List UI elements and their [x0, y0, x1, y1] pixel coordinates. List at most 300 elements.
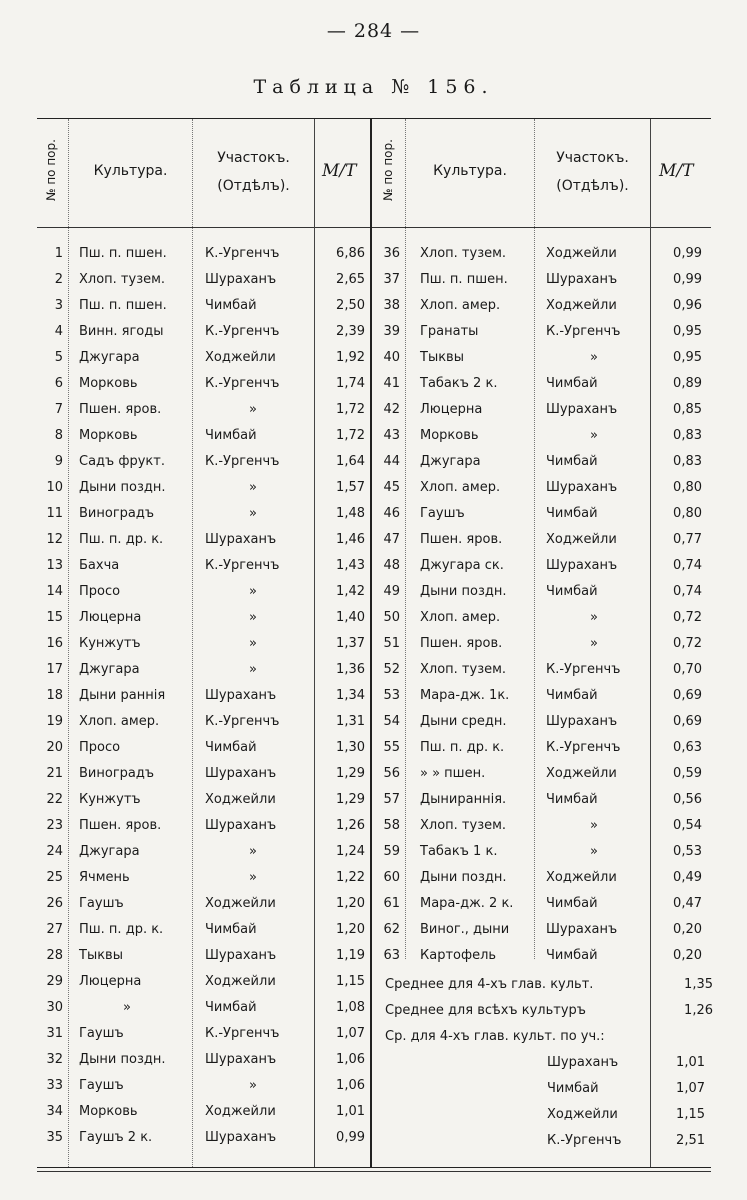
row-culture: Люцерна [79, 610, 142, 625]
table-row [372, 839, 711, 865]
header-ratio-left: M/T [322, 161, 357, 181]
summary-avg4-value: 1,35 [684, 977, 713, 992]
row-number: 13 [46, 558, 63, 573]
row-section: Ходжейли [205, 792, 276, 807]
table-row [372, 605, 711, 631]
row-number: 54 [383, 714, 400, 729]
row-culture: Гаушъ [79, 1026, 124, 1041]
row-number: 14 [46, 584, 63, 599]
row-section: Чимбай [205, 428, 257, 443]
row-number: 32 [46, 1052, 63, 1067]
row-value: 0,56 [673, 792, 702, 807]
row-value: 1,43 [336, 558, 365, 573]
row-culture: Гаушъ [79, 1078, 124, 1093]
summary-section-row [535, 1076, 711, 1102]
row-number: 52 [383, 662, 400, 677]
summary-avg-all-label: Среднее для всѣхъ культуръ [385, 1003, 586, 1018]
header-culture-left: Культура. [93, 163, 168, 179]
row-section: К.-Ургенчъ [205, 324, 280, 339]
row-number: 22 [46, 792, 63, 807]
table-row [372, 475, 711, 501]
row-section: Чимбай [546, 688, 598, 703]
row-section: Ходжейли [205, 896, 276, 911]
row-value: 1,01 [336, 1104, 365, 1119]
row-number: 53 [383, 688, 400, 703]
table-row [37, 267, 370, 293]
row-section: Ходжейли [546, 870, 617, 885]
row-culture: Пш. п. др. к. [79, 532, 164, 547]
table-row [37, 761, 370, 787]
row-number: 6 [54, 376, 63, 391]
row-value: 1,06 [336, 1078, 365, 1093]
row-number: 36 [383, 246, 400, 261]
table-row [372, 319, 711, 345]
row-culture: Хлоп. тузем. [79, 272, 166, 287]
table-row [372, 709, 711, 735]
row-culture: Бахча [79, 558, 120, 573]
row-section: » [249, 662, 257, 677]
summary-section-value: 1,07 [676, 1081, 705, 1096]
row-value: 1,37 [336, 636, 365, 651]
row-value: 0,20 [673, 922, 702, 937]
table-row [37, 319, 370, 345]
row-section: К.-Ургенчъ [205, 246, 280, 261]
row-value: 0,85 [673, 402, 702, 417]
row-culture: Винн. ягоды [79, 324, 164, 339]
header-no-left: № по пор. [44, 139, 58, 201]
table-row [372, 865, 711, 891]
row-value: 0,69 [673, 688, 702, 703]
row-value: 0,99 [336, 1130, 365, 1145]
table-row [37, 891, 370, 917]
row-section: К.-Ургенчъ [205, 454, 280, 469]
row-value: 0,95 [673, 350, 702, 365]
row-value: 0,77 [673, 532, 702, 547]
row-number: 34 [46, 1104, 63, 1119]
row-culture: Картофель [420, 948, 497, 963]
table-row [372, 917, 711, 943]
row-value: 1,20 [336, 896, 365, 911]
row-value: 0,72 [673, 610, 702, 625]
row-section: Ходжейли [546, 766, 617, 781]
row-culture: Виноградъ [79, 766, 155, 781]
table-row [372, 631, 711, 657]
table-row [372, 761, 711, 787]
table-row [37, 709, 370, 735]
row-value: 1,42 [336, 584, 365, 599]
summary-by-section-label: Ср. для 4-хъ глав. культ. по уч.: [385, 1029, 605, 1044]
row-section: Шураханъ [205, 818, 277, 833]
row-number: 37 [383, 272, 400, 287]
row-number: 7 [54, 402, 63, 417]
row-value: 0,74 [673, 584, 702, 599]
row-culture: Пшен. яров. [420, 532, 503, 547]
table-row [37, 605, 370, 631]
row-value: 1,07 [336, 1026, 365, 1041]
table-row [37, 969, 370, 995]
row-section: » [249, 636, 257, 651]
row-number: 16 [46, 636, 63, 651]
row-value: 0,95 [673, 324, 702, 339]
row-value: 0,83 [673, 428, 702, 443]
row-culture: Просо [79, 584, 121, 599]
summary-section-name: Чимбай [547, 1081, 599, 1096]
row-number: 63 [383, 948, 400, 963]
row-number: 43 [383, 428, 400, 443]
row-section: » [249, 402, 257, 417]
row-section: » [590, 636, 598, 651]
row-number: 46 [383, 506, 400, 521]
row-section: » [249, 480, 257, 495]
table-row [37, 1047, 370, 1073]
row-culture: Табакъ 2 к. [420, 376, 498, 391]
row-culture: Хлоп. амер. [420, 610, 501, 625]
row-culture: Гаушъ [79, 896, 124, 911]
row-number: 61 [383, 896, 400, 911]
row-number: 29 [46, 974, 63, 989]
row-section: Шураханъ [546, 714, 618, 729]
row-section: Шураханъ [205, 272, 277, 287]
row-value: 6,86 [336, 246, 365, 261]
row-value: 1,24 [336, 844, 365, 859]
header-section-right-2: (Отдѣлъ). [556, 178, 629, 194]
row-section: » [249, 610, 257, 625]
row-number: 12 [46, 532, 63, 547]
row-culture: Тыквы [79, 948, 123, 963]
row-section: Ходжейли [205, 1104, 276, 1119]
row-culture: Гаушъ [420, 506, 465, 521]
row-value: 1,20 [336, 922, 365, 937]
table-row [37, 1125, 370, 1151]
row-culture: Хлоп. тузем. [420, 662, 507, 677]
row-number: 62 [383, 922, 400, 937]
row-value: 1,72 [336, 428, 365, 443]
row-culture: Морковь [420, 428, 479, 443]
table-row [37, 787, 370, 813]
row-value: 1,26 [336, 818, 365, 833]
row-number: 5 [54, 350, 63, 365]
table-row [37, 1021, 370, 1047]
row-value: 0,54 [673, 818, 702, 833]
row-culture: Гаушъ 2 к. [79, 1130, 153, 1145]
row-value: 0,49 [673, 870, 702, 885]
row-culture: Джугара [79, 844, 140, 859]
table-row [37, 293, 370, 319]
table-row [372, 527, 711, 553]
row-number: 42 [383, 402, 400, 417]
page-number: — 284 — [326, 20, 421, 42]
row-culture: Садъ фрукт. [79, 454, 165, 469]
row-culture: Хлоп. амер. [420, 298, 501, 313]
table-row [37, 943, 370, 969]
table-row [372, 813, 711, 839]
row-section: » [249, 584, 257, 599]
row-value: 1,72 [336, 402, 365, 417]
row-number: 3 [54, 298, 63, 313]
row-number: 57 [383, 792, 400, 807]
summary-section-name: К.-Ургенчъ [547, 1133, 622, 1148]
row-number: 27 [46, 922, 63, 937]
row-culture: Дыни поздн. [79, 1052, 166, 1067]
row-culture: Мара-дж. 1к. [420, 688, 510, 703]
row-culture: Тыквы [420, 350, 464, 365]
row-number: 60 [383, 870, 400, 885]
row-section: Шураханъ [546, 558, 618, 573]
row-number: 10 [46, 480, 63, 495]
row-section: Ходжейли [546, 298, 617, 313]
table-row [37, 501, 370, 527]
table-row [37, 1073, 370, 1099]
table-row [37, 397, 370, 423]
row-section: Чимбай [205, 298, 257, 313]
row-culture: Джугара ск. [420, 558, 504, 573]
table-row [37, 865, 370, 891]
row-section: К.-Ургенчъ [205, 558, 280, 573]
row-section: К.-Ургенчъ [546, 662, 621, 677]
row-number: 47 [383, 532, 400, 547]
row-value: 1,31 [336, 714, 365, 729]
row-section: Ходжейли [546, 246, 617, 261]
row-value: 1,06 [336, 1052, 365, 1067]
row-value: 1,46 [336, 532, 365, 547]
row-section: » [590, 818, 598, 833]
row-value: 1,57 [336, 480, 365, 495]
data-table [37, 118, 711, 1169]
table-row [37, 1099, 370, 1125]
row-number: 21 [46, 766, 63, 781]
row-culture: Ячмень [79, 870, 130, 885]
row-culture: » [123, 1000, 131, 1015]
row-section: Чимбай [205, 922, 257, 937]
row-culture: Пш. п. пшен. [420, 272, 508, 287]
row-culture: Хлоп. амер. [79, 714, 160, 729]
row-number: 1 [54, 246, 63, 261]
table-row [37, 631, 370, 657]
row-value: 1,74 [336, 376, 365, 391]
row-value: 0,72 [673, 636, 702, 651]
row-number: 40 [383, 350, 400, 365]
summary-section-row [535, 1102, 711, 1128]
row-number: 48 [383, 558, 400, 573]
row-number: 51 [383, 636, 400, 651]
row-culture: Джугара [79, 350, 140, 365]
row-value: 1,40 [336, 610, 365, 625]
table-row [37, 371, 370, 397]
row-culture: Пш. п. пшен. [79, 298, 167, 313]
summary-avg4-label: Среднее для 4-хъ глав. культ. [385, 977, 594, 992]
row-section: Чимбай [546, 584, 598, 599]
table-row [37, 449, 370, 475]
table-row [372, 683, 711, 709]
row-section: Шураханъ [546, 922, 618, 937]
row-value: 1,30 [336, 740, 365, 755]
row-number: 41 [383, 376, 400, 391]
row-value: 1,92 [336, 350, 365, 365]
summary-section-value: 1,15 [676, 1107, 705, 1122]
header-section-left-1: Участокъ. [217, 150, 290, 166]
row-culture: Морковь [79, 376, 138, 391]
row-value: 0,80 [673, 480, 702, 495]
table-row [372, 293, 711, 319]
table-row [372, 787, 711, 813]
summary-avg-all-value: 1,26 [684, 1003, 713, 1018]
table-row [37, 527, 370, 553]
row-value: 1,34 [336, 688, 365, 703]
table-row [37, 813, 370, 839]
row-section: » [249, 870, 257, 885]
row-culture: Дыни раннія [79, 688, 166, 703]
table-row [37, 995, 370, 1021]
row-value: 0,80 [673, 506, 702, 521]
summary-section-row [535, 1128, 711, 1154]
row-value: 0,83 [673, 454, 702, 469]
row-culture: Джугара [79, 662, 140, 677]
row-number: 8 [54, 428, 63, 443]
row-section: Чимбай [546, 948, 598, 963]
row-number: 55 [383, 740, 400, 755]
table-row [372, 241, 711, 267]
header-culture-right: Культура. [433, 163, 507, 179]
row-value: 1,15 [336, 974, 365, 989]
row-section: Ходжейли [546, 532, 617, 547]
table-title: Таблица № 156. [253, 76, 494, 98]
row-culture: » » пшен. [420, 766, 486, 781]
row-number: 19 [46, 714, 63, 729]
row-culture: Морковь [79, 428, 138, 443]
row-section: Чимбай [546, 506, 598, 521]
row-number: 24 [46, 844, 63, 859]
row-culture: Дыни поздн. [420, 870, 507, 885]
row-section: » [590, 428, 598, 443]
table-row [37, 683, 370, 709]
table-row [37, 579, 370, 605]
table-row [37, 423, 370, 449]
row-value: 2,65 [336, 272, 365, 287]
table-row [372, 267, 711, 293]
row-number: 25 [46, 870, 63, 885]
row-culture: Люцерна [420, 402, 483, 417]
row-culture: Дыни поздн. [420, 584, 507, 599]
table-row [372, 579, 711, 605]
table-row [37, 475, 370, 501]
row-value: 0,53 [673, 844, 702, 859]
row-culture: Пш. п. пшен. [79, 246, 167, 261]
row-section: » [249, 844, 257, 859]
row-culture: Пш. п. др. к. [420, 740, 505, 755]
table-row [372, 553, 711, 579]
row-number: 56 [383, 766, 400, 781]
row-culture: Хлоп. тузем. [420, 818, 507, 833]
row-number: 2 [54, 272, 63, 287]
row-number: 39 [383, 324, 400, 339]
summary-section-name: Шураханъ [547, 1055, 619, 1070]
table-bottom-rule [37, 1167, 711, 1168]
row-number: 50 [383, 610, 400, 625]
row-section: » [249, 506, 257, 521]
row-value: 0,59 [673, 766, 702, 781]
row-culture: Джугара [420, 454, 481, 469]
row-culture: Кунжутъ [79, 636, 141, 651]
row-section: » [590, 844, 598, 859]
row-number: 58 [383, 818, 400, 833]
row-culture: Люцерна [79, 974, 142, 989]
row-section: Шураханъ [205, 532, 277, 547]
row-culture: Кунжутъ [79, 792, 141, 807]
row-culture: Хлоп. тузем. [420, 246, 507, 261]
table-row [372, 735, 711, 761]
row-value: 0,74 [673, 558, 702, 573]
row-number: 35 [46, 1130, 63, 1145]
row-number: 23 [46, 818, 63, 833]
row-culture: Пшен. яров. [420, 636, 503, 651]
row-section: » [590, 350, 598, 365]
row-section: Ходжейли [205, 350, 276, 365]
row-value: 2,50 [336, 298, 365, 313]
row-value: 0,99 [673, 246, 702, 261]
table-row [37, 553, 370, 579]
row-value: 0,96 [673, 298, 702, 313]
row-section: » [590, 610, 598, 625]
table-row [372, 501, 711, 527]
row-culture: Просо [79, 740, 121, 755]
row-section: Чимбай [205, 740, 257, 755]
row-section: Чимбай [546, 792, 598, 807]
row-section: Шураханъ [205, 688, 277, 703]
row-culture: Мара-дж. 2 к. [420, 896, 514, 911]
header-divider [37, 227, 711, 228]
summary-section-row [535, 1050, 711, 1076]
row-value: 0,70 [673, 662, 702, 677]
summary-section-name: Ходжейли [547, 1107, 618, 1122]
row-culture: Дыни поздн. [79, 480, 166, 495]
table-row [372, 397, 711, 423]
row-section: К.-Ургенчъ [205, 376, 280, 391]
row-section: Шураханъ [546, 402, 618, 417]
row-culture: Виног., дыни [420, 922, 510, 937]
table-row [37, 917, 370, 943]
row-number: 28 [46, 948, 63, 963]
row-culture: Пшен. яров. [79, 402, 162, 417]
table-row [372, 423, 711, 449]
row-culture: Дыни средн. [420, 714, 507, 729]
row-number: 45 [383, 480, 400, 495]
row-number: 17 [46, 662, 63, 677]
row-number: 38 [383, 298, 400, 313]
row-section: Чимбай [205, 1000, 257, 1015]
summary-section-value: 2,51 [676, 1133, 705, 1148]
row-number: 11 [46, 506, 63, 521]
header-ratio-right: M/T [659, 161, 694, 181]
row-value: 1,29 [336, 792, 365, 807]
table-row [37, 657, 370, 683]
table-row [37, 241, 370, 267]
row-section: К.-Ургенчъ [546, 740, 621, 755]
header-no-right: № по пор. [381, 139, 395, 201]
row-section: Шураханъ [205, 766, 277, 781]
header-section-left-2: (Отдѣлъ). [217, 178, 290, 194]
row-culture: Хлоп. амер. [420, 480, 501, 495]
row-number: 31 [46, 1026, 63, 1041]
row-value: 2,39 [336, 324, 365, 339]
row-section: К.-Ургенчъ [205, 1026, 280, 1041]
table-row [37, 345, 370, 371]
row-value: 0,69 [673, 714, 702, 729]
row-value: 0,63 [673, 740, 702, 755]
row-culture: Морковь [79, 1104, 138, 1119]
row-number: 26 [46, 896, 63, 911]
row-section: Чимбай [546, 376, 598, 391]
row-number: 15 [46, 610, 63, 625]
